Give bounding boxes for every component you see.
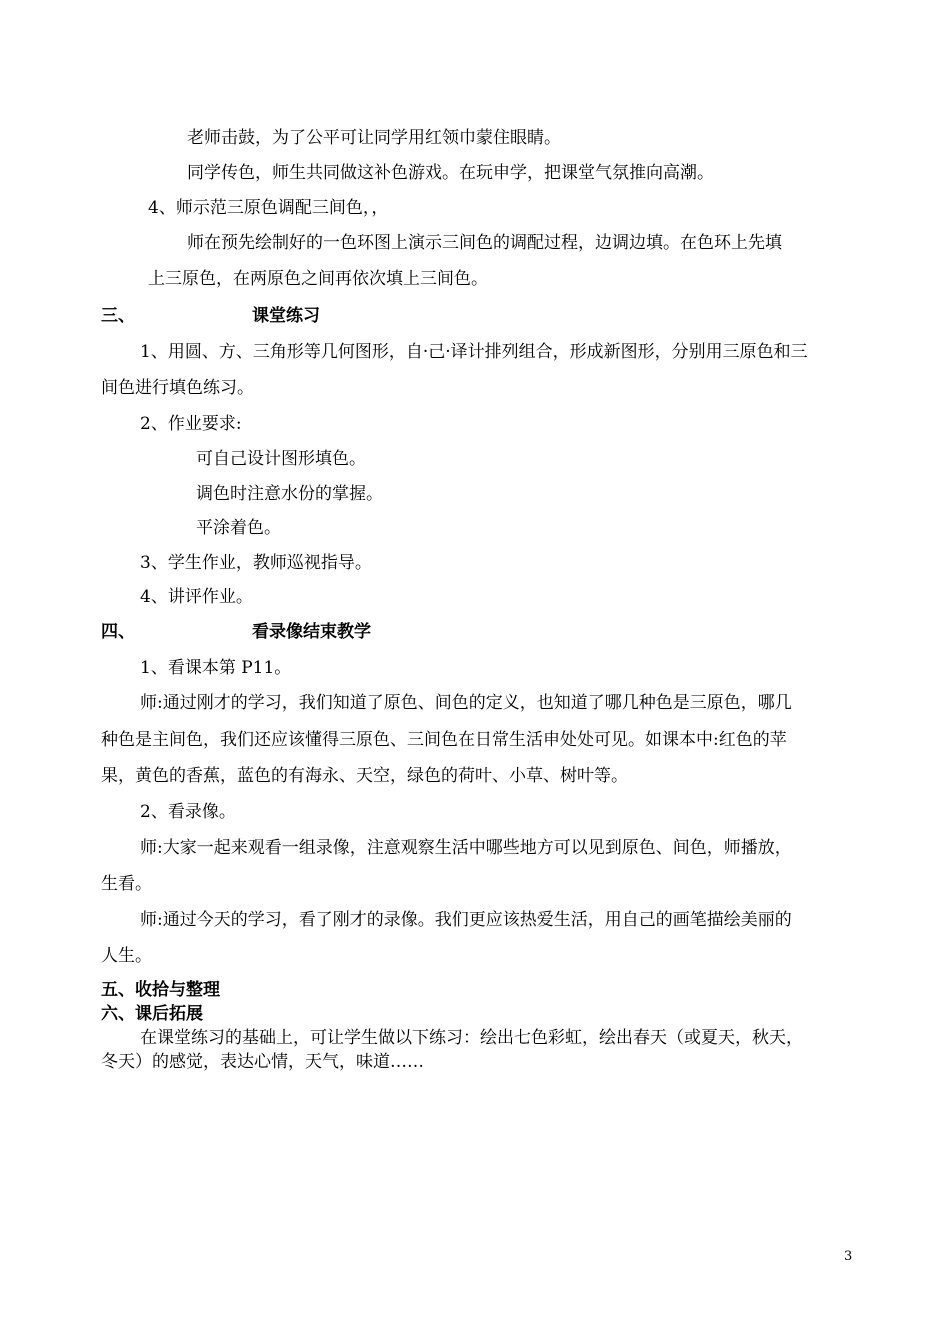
text-line: 4、讲评作业。 <box>140 587 253 607</box>
text-line: 在课堂练习的基础上，可让学生做以下练习：绘出七色彩虹，绘出春天（或夏天，秋天， <box>140 1028 803 1048</box>
section-heading-number: 三、 <box>101 306 135 326</box>
text-line: 老师击鼓，为了公平可让同学用红领巾蒙住眼睛。 <box>187 128 561 148</box>
text-line: 3、学生作业，教师巡视指导。 <box>140 553 372 573</box>
text-line: 人生。 <box>101 946 152 966</box>
text-line: 生看。 <box>101 874 152 894</box>
text-line: 上三原色，在两原色之间再依次填上三间色。 <box>148 269 488 289</box>
text-line: 间色进行填色练习。 <box>101 378 254 398</box>
text-line: 平涂着色。 <box>196 518 281 538</box>
text-line: 同学传色，师生共同做这补色游戏。在玩申学，把课堂气氛推向高潮。 <box>187 163 714 183</box>
section-heading: 五、收拾与整理 <box>101 980 220 1000</box>
text-line: 师:大家一起来观看一组录像，注意观察生活中哪些地方可以见到原色、间色，师播放， <box>140 838 792 858</box>
text-line: 2、作业要求: <box>140 414 242 434</box>
text-line: 2、看录像。 <box>140 802 236 822</box>
text-line: 1、用圆、方、三角形等几何图形，自·己·译计排列组合，形成新图形，分别用三原色和三 <box>140 342 808 362</box>
text-line: 种色是主间色，我们还应该懂得三原色、三间色在日常生活申处处可见。如课本中:红色的苹 <box>101 730 787 750</box>
text-line: 师在预先绘制好的一色环图上演示三间色的调配过程，边调边填。在色环上先填 <box>187 233 782 253</box>
section-heading: 六、课后拓展 <box>101 1004 203 1024</box>
text-line: 4、师示范三原色调配三间色，， <box>148 198 389 218</box>
text-line: 果，黄色的香蕉，蓝色的有海永、天空，绿色的荷叶、小草、树叶等。 <box>101 766 628 786</box>
text-line: 师:通过今天的学习，看了刚才的录像。我们更应该热爱生活，用自己的画笔描绘美丽的 <box>140 910 792 930</box>
section-heading-number: 四、 <box>101 622 135 642</box>
text-line: 师:通过刚才的学习，我们知道了原色、间色的定义，也知道了哪几种色是三原色，哪几 <box>140 693 792 713</box>
section-heading-title: 看录像结束教学 <box>252 622 371 642</box>
section-heading-title: 课堂练习 <box>252 306 320 326</box>
text-line: 调色时注意水份的掌握。 <box>196 484 383 504</box>
text-line: 1、看课本第 P11。 <box>140 658 292 678</box>
text-line: 冬天）的感觉，表达心情，天气，味道…… <box>101 1052 424 1072</box>
page-number: 3 <box>844 1249 853 1264</box>
text-line: 可自己设计图形填色。 <box>196 449 366 469</box>
